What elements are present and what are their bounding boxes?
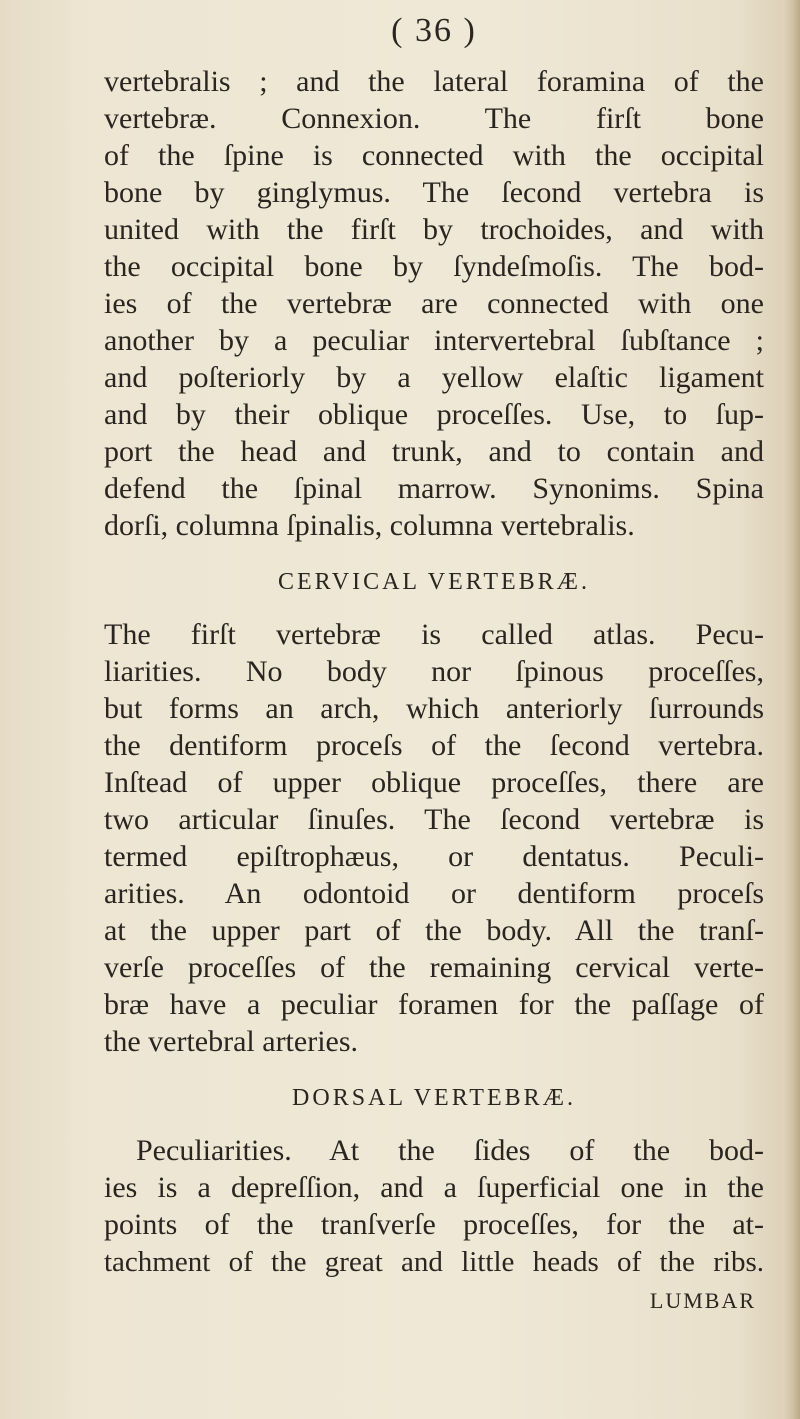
text-line: Inſtead of upper oblique proceſſes, there are: [104, 766, 764, 799]
text-line: points of the tranſverſe proceſſes, for the at-: [104, 1208, 764, 1241]
text-line: ies is a depreſſion, and a ſuperficial one in the: [104, 1171, 764, 1204]
text-line: defend the ſpinal marrow. Synonims. Spina: [104, 472, 764, 505]
page-edge: [782, 0, 800, 1419]
text-line: and poſteriorly by a yellow elaſtic ligament: [104, 361, 764, 394]
page-number: ( 36 ): [391, 12, 477, 49]
text-line: bræ have a peculiar foramen for the paſſage of: [104, 988, 764, 1021]
text-line: ies of the vertebræ are connected with one: [104, 287, 764, 320]
text-line: united with the firſt by trochoides, and with: [104, 213, 764, 246]
text-line: two articular ſinuſes. The ſecond vertebræ is: [104, 803, 764, 836]
text-line: the dentiform proceſs of the ſecond vertebra.: [104, 729, 764, 762]
text-line: of the ſpine is connected with the occipital: [104, 139, 764, 172]
text-line: arities. An odontoid or dentiform proceſs: [104, 877, 764, 910]
text-line: the vertebral arteries.: [104, 1025, 359, 1058]
text-line: port the head and trunk, and to contain and: [104, 435, 764, 468]
text-line: dorſi, columna ſpinalis, columna vertebralis.: [104, 509, 635, 542]
catchword: LUMBAR: [649, 1288, 756, 1313]
text-line: another by a peculiar intervertebral ſubſtance ;: [104, 324, 764, 357]
text-line: bone by ginglymus. The ſecond vertebra is: [104, 176, 764, 209]
text-line: but forms an arch, which anteriorly ſurrounds: [104, 692, 764, 725]
text-line: the occipital bone by ſyndeſmoſis. The bod-: [104, 250, 764, 283]
text-line: tachment of the great and little heads of the ribs.: [104, 1246, 764, 1278]
text-line: at the upper part of the body. All the tranſ-: [104, 914, 764, 947]
text-line: The firſt vertebræ is called atlas. Pecu-: [104, 618, 764, 651]
text-line: vertebralis ; and the lateral foramina of the: [104, 65, 764, 98]
section-heading-cervical: CERVICAL VERTEBRÆ.: [278, 569, 590, 595]
section-heading-dorsal: DORSAL VERTEBRÆ.: [292, 1085, 576, 1111]
text-line: verſe proceſſes of the remaining cervical verte-: [104, 951, 764, 984]
text-line: termed epiſtrophæus, or dentatus. Peculi-: [104, 840, 764, 873]
text-line: vertebræ. Connexion. The firſt bone: [104, 102, 764, 135]
text-line: Peculiarities. At the ſides of the bod-: [136, 1134, 764, 1167]
text-line: liarities. No body nor ſpinous proceſſes,: [104, 655, 764, 688]
text-line: and by their oblique proceſſes. Use, to ſup-: [104, 398, 764, 431]
